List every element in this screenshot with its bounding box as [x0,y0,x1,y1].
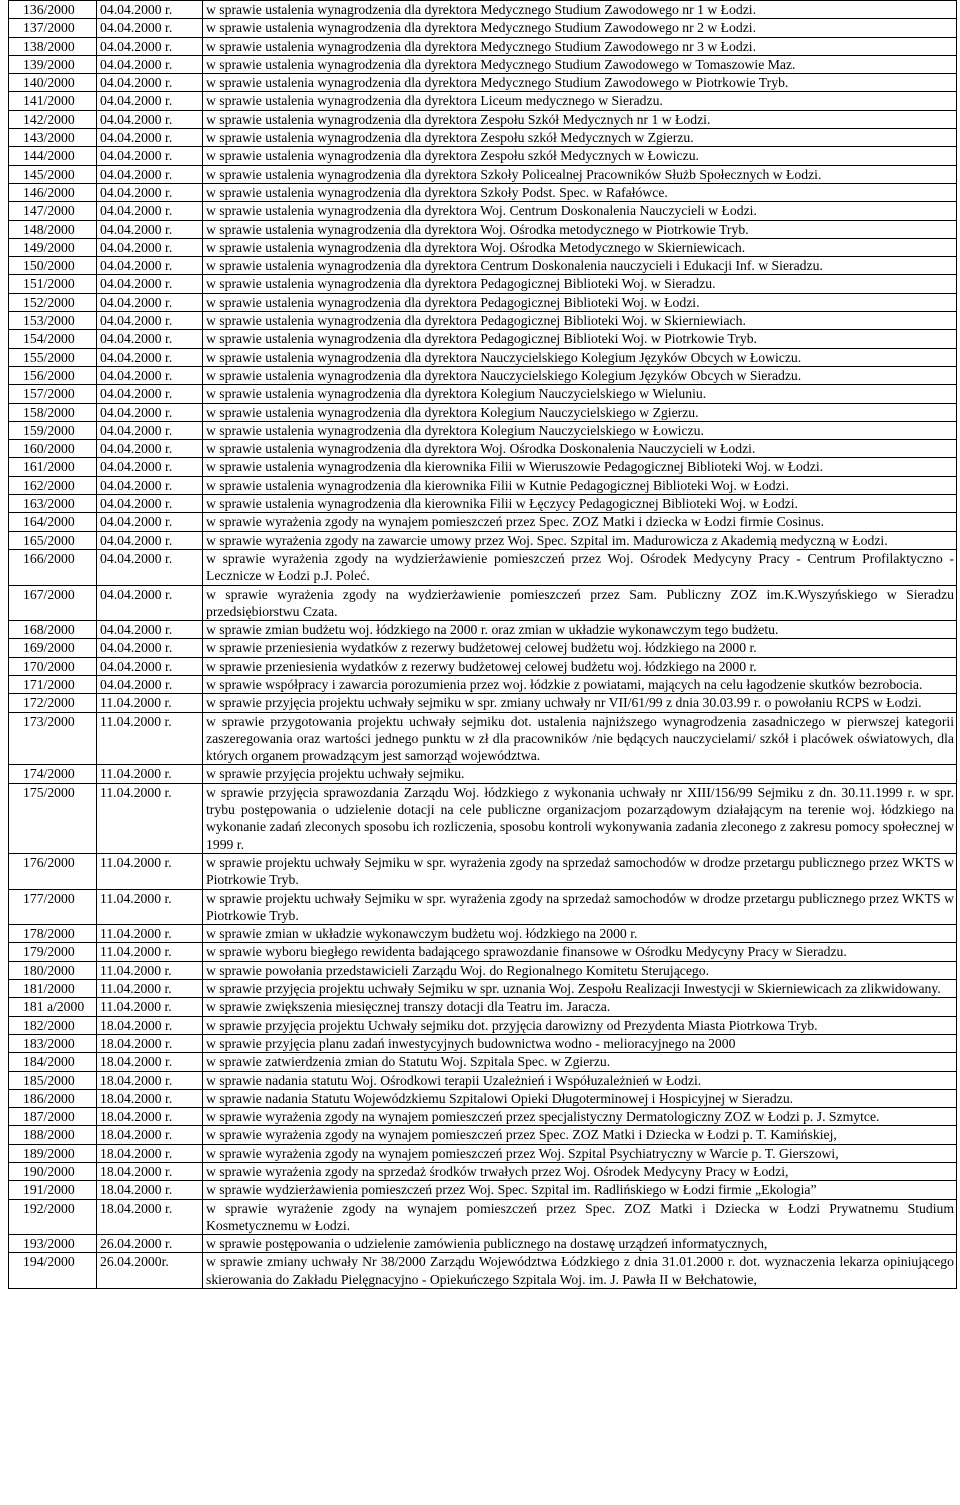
resolution-description: w sprawie ustalenia wynagrodzenia dla kierownika Filii w Kutnie Pedagogicznej Biblioteki Woj. w Łodzi. [203,476,957,494]
resolution-date: 04.04.2000 r. [97,531,203,549]
resolution-date: 04.04.2000 r. [97,275,203,293]
resolution-date: 04.04.2000 r. [97,495,203,513]
table-row [9,925,957,943]
resolution-description: w sprawie przeniesienia wydatków z rezerwy budżetowej celowej budżetu woj. łódzkiego na 2000 r. [203,639,957,657]
resolution-number: 182/2000 [9,1016,97,1034]
table-row [9,1053,957,1071]
table-row [9,549,957,585]
table-row [9,129,957,147]
resolution-description: w sprawie zmiany uchwały Nr 38/2000 Zarządu Województwa Łódzkiego z dnia 31.01.2000 r. dot. wyznaczenia lekarza opiniującego skierowania do Zakładu Pielęgnacyjno - Opiekuńczego Szpitala Woj. im. J. Pawła II w Bełchatowie, [203,1253,957,1289]
resolution-description: w sprawie ustalenia wynagrodzenia dla dyrektora Pedagogicznej Biblioteki Woj. w Łodzi. [203,293,957,311]
resolution-date: 18.04.2000 r. [97,1126,203,1144]
resolution-date: 11.04.2000 r. [97,765,203,783]
resolution-date: 18.04.2000 r. [97,1016,203,1034]
resolution-description: w sprawie ustalenia wynagrodzenia dla dyrektora Zespołu szkół Medycznych w Zgierzu. [203,129,957,147]
resolution-date: 11.04.2000 r. [97,943,203,961]
table-row [9,74,957,92]
resolution-description: w sprawie zmian budżetu woj. łódzkiego na 2000 r. oraz zmian w układzie wykonawczym tego budżetu. [203,621,957,639]
resolution-date: 04.04.2000 r. [97,403,203,421]
resolution-number: 170/2000 [9,657,97,675]
resolution-date: 04.04.2000 r. [97,585,203,621]
resolution-description: w sprawie wyrażenia zgody na wydzierżawienie pomieszczeń przez Sam. Publiczny ZOZ im.K.Wyszyńskiego w Sieradzu przedsiębiorstwu Czata. [203,585,957,621]
table-row [9,385,957,403]
table-row [9,366,957,384]
resolution-date: 04.04.2000 r. [97,165,203,183]
resolution-number: 176/2000 [9,853,97,889]
resolution-date: 04.04.2000 r. [97,183,203,201]
table-row [9,55,957,73]
resolution-description: w sprawie ustalenia wynagrodzenia dla dyrektora Centrum Doskonalenia nauczycieli i Edukacji Inf. w Sieradzu. [203,257,957,275]
table-row [9,694,957,712]
table-row [9,998,957,1016]
table-row [9,639,957,657]
resolution-number: 175/2000 [9,783,97,853]
table-row [9,202,957,220]
table-row [9,1034,957,1052]
resolution-number: 162/2000 [9,476,97,494]
table-row [9,348,957,366]
resolution-description: w sprawie ustalenia wynagrodzenia dla dyrektora Pedagogicznej Biblioteki Woj. w Sieradzu. [203,275,957,293]
table-row [9,765,957,783]
resolution-description: w sprawie wyboru biegłego rewidenta badającego sprawozdanie finansowe w Ośrodku Medycyny Pracy w Sieradzu. [203,943,957,961]
resolution-date: 11.04.2000 r. [97,712,203,765]
resolution-description: w sprawie ustalenia wynagrodzenia dla dyrektora Pedagogicznej Biblioteki Woj. w Skierniewiach. [203,312,957,330]
resolution-description: w sprawie zatwierdzenia zmian do Statutu Woj. Szpitala Spec. w Zgierzu. [203,1053,957,1071]
resolution-description: w sprawie ustalenia wynagrodzenia dla dyrektora Nauczycielskiego Kolegium Języków Obcych w Sieradzu. [203,366,957,384]
resolution-description: w sprawie ustalenia wynagrodzenia dla dyrektora Nauczycielskiego Kolegium Języków Obcych w Łowiczu. [203,348,957,366]
table-row [9,980,957,998]
resolution-number: 171/2000 [9,675,97,693]
resolution-date: 18.04.2000 r. [97,1034,203,1052]
resolution-number: 155/2000 [9,348,97,366]
table-row [9,330,957,348]
resolution-number: 139/2000 [9,55,97,73]
table-row [9,165,957,183]
resolution-description: w sprawie wyrażenia zgody na wydzierżawienie pomieszczeń przez Woj. Ośrodek Medycyny Pracy - Centrum Profilaktyczno - Lecznicze w Łodzi p.J. Poleć. [203,549,957,585]
resolution-number: 193/2000 [9,1235,97,1253]
resolution-number: 164/2000 [9,513,97,531]
table-row [9,1181,957,1199]
resolution-description: w sprawie ustalenia wynagrodzenia dla kierownika Filii w Łęczycy Pedagogicznej Biblioteki Woj. w Łodzi. [203,495,957,513]
resolution-number: 165/2000 [9,531,97,549]
resolution-description: w sprawie współpracy i zawarcia porozumienia przez woj. łódzkie z powiatami, mających na celu łagodzenie skutków bezrobocia. [203,675,957,693]
resolution-number: 168/2000 [9,621,97,639]
resolution-number: 148/2000 [9,220,97,238]
resolution-number: 137/2000 [9,19,97,37]
resolution-description: w sprawie wyrażenia zgody na sprzedaż środków trwałych przez Woj. Ośrodek Medycyny Pracy w Łodzi, [203,1163,957,1181]
resolution-number: 140/2000 [9,74,97,92]
resolution-description: w sprawie ustalenia wynagrodzenia dla dyrektora Szkoły Podst. Spec. w Rafałówce. [203,183,957,201]
resolution-number: 192/2000 [9,1199,97,1235]
table-row [9,657,957,675]
resolution-number: 153/2000 [9,312,97,330]
resolution-description: w sprawie postępowania o udzielenie zamówienia publicznego na dostawę urządzeń informatycznych, [203,1235,957,1253]
resolution-description: w sprawie ustalenia wynagrodzenia dla dyrektora Kolegium Nauczycielskiego w Wieluniu. [203,385,957,403]
table-row [9,1016,957,1034]
table-row [9,37,957,55]
resolution-description: w sprawie wyrażenia zgody na wynajem pomieszczeń przez Woj. Szpital Psychiatryczny w Warcie p. T. Gierszowi, [203,1144,957,1162]
resolution-description: w sprawie wyrażenia zgody na wynajem pomieszczeń przez specjalistyczny Dermatologiczny ZOZ w Łodzi p. J. Szmytce. [203,1108,957,1126]
resolution-description: w sprawie przyjęcia projektu uchwały sejmiku w spr. zmiany uchwały nr VII/61/99 z dnia 30.03.99 r. o powołaniu RCPS w Łodzi. [203,694,957,712]
resolution-date: 04.04.2000 r. [97,293,203,311]
table-row [9,943,957,961]
resolution-description: w sprawie wyrażenie zgody na wynajem pomieszczeń przez Spec. ZOZ Matki i Dziecka w Łodzi Prywatnemu Studium Kosmetycznemu w Łodzi. [203,1199,957,1235]
resolution-number: 136/2000 [9,1,97,19]
resolution-description: w sprawie przygotowania projektu uchwały sejmiku dot. ustalenia najniższego wynagrodzenia zasadniczego w pierwszej kategorii zaszeregowania oraz wartości jednego punktu w zł dla pracowników /nie będących nauczycielami/ szkół i placówek oświatowych, dla których organem prowadzącym jest samorząd województwa. [203,712,957,765]
resolution-number: 177/2000 [9,889,97,925]
resolution-date: 04.04.2000 r. [97,92,203,110]
resolution-date: 11.04.2000 r. [97,998,203,1016]
table-row [9,312,957,330]
resolution-description: w sprawie wyrażenia zgody na zawarcie umowy przez Woj. Spec. Szpital im. Madurowicza z Akademią medyczną w Łodzi. [203,531,957,549]
resolution-description: w sprawie ustalenia wynagrodzenia dla dyrektora Medycznego Studium Zawodowego nr 3 w Łodzi. [203,37,957,55]
resolution-date: 04.04.2000 r. [97,312,203,330]
resolution-description: w sprawie przyjęcia projektu Uchwały sejmiku dot. przyjęcia darowizny od Prezydenta Miasta Piotrkowa Tryb. [203,1016,957,1034]
table-row [9,675,957,693]
resolution-number: 151/2000 [9,275,97,293]
resolution-description: w sprawie ustalenia wynagrodzenia dla dyrektora Woj. Ośrodka Metodycznego w Skierniewicach. [203,238,957,256]
resolution-number: 167/2000 [9,585,97,621]
resolution-description: w sprawie ustalenia wynagrodzenia dla dyrektora Medycznego Studium Zawodowego nr 1 w Łodzi. [203,1,957,19]
resolution-description: w sprawie wyrażenia zgody na wynajem pomieszczeń przez Spec. ZOZ Matki i dziecka w Łodzi firmie Cosinus. [203,513,957,531]
resolution-number: 173/2000 [9,712,97,765]
resolution-number: 159/2000 [9,421,97,439]
resolution-number: 156/2000 [9,366,97,384]
resolution-number: 143/2000 [9,129,97,147]
resolution-number: 166/2000 [9,549,97,585]
resolution-date: 04.04.2000 r. [97,1,203,19]
resolution-number: 149/2000 [9,238,97,256]
table-row [9,19,957,37]
table-row [9,1,957,19]
resolution-description: w sprawie ustalenia wynagrodzenia dla dyrektora Woj. Ośrodka metodycznego w Piotrkowie Tryb. [203,220,957,238]
resolution-description: w sprawie nadania statutu Woj. Ośrodkowi terapii Uzależnień i Współuzależnień w Łodzi. [203,1071,957,1089]
table-row [9,889,957,925]
resolution-number: 138/2000 [9,37,97,55]
resolution-date: 04.04.2000 r. [97,257,203,275]
table-row [9,275,957,293]
resolution-description: w sprawie przyjęcia planu zadań inwestycyjnych budownictwa wodno - melioracyjnego na 2000 [203,1034,957,1052]
table-row [9,293,957,311]
table-row [9,1199,957,1235]
resolution-date: 04.04.2000 r. [97,513,203,531]
resolution-description: w sprawie ustalenia wynagrodzenia dla kierownika Filii w Wieruszowie Pedagogicznej Biblioteki Woj. w Łodzi. [203,458,957,476]
resolution-number: 150/2000 [9,257,97,275]
resolution-description: w sprawie wydzierżawienia pomieszczeń przez Woj. Spec. Szpital im. Radlińskiego w Łodzi firmie „Ekologia” [203,1181,957,1199]
resolution-number: 161/2000 [9,458,97,476]
resolution-date: 26.04.2000r. [97,1253,203,1289]
resolution-number: 187/2000 [9,1108,97,1126]
table-row [9,421,957,439]
resolution-description: w sprawie ustalenia wynagrodzenia dla dyrektora Zespołu Szkół Medycznych nr 1 w Łodzi. [203,110,957,128]
resolution-date: 11.04.2000 r. [97,980,203,998]
resolution-description: w sprawie projektu uchwały Sejmiku w spr. wyrażenia zgody na sprzedaż samochodów w drodze przetargu publicznego przez WKTS w Piotrkowie Tryb. [203,889,957,925]
resolution-description: w sprawie ustalenia wynagrodzenia dla dyrektora Liceum medycznego w Sieradzu. [203,92,957,110]
resolution-date: 04.04.2000 r. [97,147,203,165]
resolution-date: 11.04.2000 r. [97,961,203,979]
resolution-number: 144/2000 [9,147,97,165]
table-row [9,495,957,513]
table-row [9,712,957,765]
table-row [9,531,957,549]
resolution-date: 04.04.2000 r. [97,74,203,92]
resolution-date: 18.04.2000 r. [97,1089,203,1107]
table-row [9,220,957,238]
resolution-number: 189/2000 [9,1144,97,1162]
resolution-number: 181 a/2000 [9,998,97,1016]
resolution-date: 04.04.2000 r. [97,621,203,639]
resolution-description: w sprawie ustalenia wynagrodzenia dla dyrektora Kolegium Nauczycielskiego w Łowiczu. [203,421,957,439]
resolution-number: 172/2000 [9,694,97,712]
resolution-description: w sprawie przeniesienia wydatków z rezerwy budżetowej celowej budżetu woj. łódzkiego na 2000 r. [203,657,957,675]
resolution-date: 04.04.2000 r. [97,440,203,458]
resolutions-table-body [9,1,957,1289]
resolution-date: 04.04.2000 r. [97,657,203,675]
resolution-date: 04.04.2000 r. [97,549,203,585]
resolution-description: w sprawie nadania Statutu Wojewódzkiemu Szpitalowi Opieki Długoterminowej i Hospicyjnej w Sieradzu. [203,1089,957,1107]
resolution-date: 11.04.2000 r. [97,889,203,925]
resolution-number: 163/2000 [9,495,97,513]
table-row [9,783,957,853]
resolution-description: w sprawie ustalenia wynagrodzenia dla dyrektora Woj. Ośrodka Doskonalenia Nauczycieli w Łodzi. [203,440,957,458]
resolution-date: 04.04.2000 r. [97,458,203,476]
resolution-description: w sprawie ustalenia wynagrodzenia dla dyrektora Kolegium Nauczycielskiego w Zgierzu. [203,403,957,421]
resolution-description: w sprawie ustalenia wynagrodzenia dla dyrektora Medycznego Studium Zawodowego w Piotrkowie Tryb. [203,74,957,92]
resolution-date: 04.04.2000 r. [97,37,203,55]
resolution-description: w sprawie ustalenia wynagrodzenia dla dyrektora Medycznego Studium Zawodowego w Tomaszowie Maz. [203,55,957,73]
table-row [9,1108,957,1126]
resolution-date: 04.04.2000 r. [97,476,203,494]
resolution-date: 26.04.2000 r. [97,1235,203,1253]
resolution-date: 18.04.2000 r. [97,1163,203,1181]
resolution-number: 154/2000 [9,330,97,348]
resolution-number: 160/2000 [9,440,97,458]
table-row [9,238,957,256]
table-row [9,961,957,979]
resolution-date: 04.04.2000 r. [97,129,203,147]
resolution-date: 11.04.2000 r. [97,925,203,943]
resolution-date: 18.04.2000 r. [97,1071,203,1089]
resolution-date: 04.04.2000 r. [97,675,203,693]
table-row [9,621,957,639]
resolution-date: 11.04.2000 r. [97,783,203,853]
table-row [9,147,957,165]
table-row [9,257,957,275]
resolution-description: w sprawie powołania przedstawicieli Zarządu Woj. do Regionalnego Komitetu Sterującego. [203,961,957,979]
resolution-date: 18.04.2000 r. [97,1181,203,1199]
resolution-description: w sprawie ustalenia wynagrodzenia dla dyrektora Woj. Centrum Doskonalenia Nauczycieli w Łodzi. [203,202,957,220]
resolution-number: 184/2000 [9,1053,97,1071]
resolution-number: 146/2000 [9,183,97,201]
resolution-number: 152/2000 [9,293,97,311]
resolution-description: w sprawie zwiększenia miesięcznej transzy dotacji dla Teatru im. Jaracza. [203,998,957,1016]
resolution-date: 04.04.2000 r. [97,330,203,348]
resolution-number: 185/2000 [9,1071,97,1089]
resolution-date: 18.04.2000 r. [97,1144,203,1162]
resolution-date: 04.04.2000 r. [97,639,203,657]
table-row [9,92,957,110]
table-row [9,110,957,128]
resolution-number: 181/2000 [9,980,97,998]
resolution-date: 04.04.2000 r. [97,19,203,37]
table-row [9,183,957,201]
resolution-description: w sprawie przyjęcia projektu uchwały Sejmiku w spr. uznania Woj. Zespołu Realizacji Inwestycji w Skierniewicach za zlikwidowany. [203,980,957,998]
table-row [9,1235,957,1253]
table-row [9,853,957,889]
resolution-number: 147/2000 [9,202,97,220]
resolution-number: 190/2000 [9,1163,97,1181]
resolutions-table [8,0,957,1289]
table-row [9,1163,957,1181]
resolution-number: 174/2000 [9,765,97,783]
resolution-date: 04.04.2000 r. [97,202,203,220]
table-row [9,1071,957,1089]
resolution-description: w sprawie ustalenia wynagrodzenia dla dyrektora Pedagogicznej Biblioteki Woj. w Piotrkowie Tryb. [203,330,957,348]
resolution-date: 04.04.2000 r. [97,385,203,403]
resolution-number: 158/2000 [9,403,97,421]
resolution-date: 04.04.2000 r. [97,366,203,384]
table-row [9,513,957,531]
resolution-description: w sprawie przyjęcia sprawozdania Zarządu Woj. łódzkiego z wykonania uchwały nr XIII/156/99 Sejmiku z dn. 30.11.1999 r. w spr. trybu postępowania o udzielenie dotacji na cele publiczne organizacjom pozarządowym działającym na terenie woj. łódzkiego na wykonanie zadań zleconych sposobu ich rozliczenia, sposobu kontroli wykonywania zadania zleconego z zakresu pomocy społecznej w 1999 r. [203,783,957,853]
resolution-date: 04.04.2000 r. [97,220,203,238]
resolution-description: w sprawie ustalenia wynagrodzenia dla dyrektora Zespołu szkół Medycznych w Łowiczu. [203,147,957,165]
resolution-number: 183/2000 [9,1034,97,1052]
resolution-date: 04.04.2000 r. [97,348,203,366]
resolution-number: 142/2000 [9,110,97,128]
resolution-number: 178/2000 [9,925,97,943]
resolution-description: w sprawie projektu uchwały Sejmiku w spr. wyrażenia zgody na sprzedaż samochodów w drodze przetargu publicznego przez WKTS w Piotrkowie Tryb. [203,853,957,889]
table-row [9,440,957,458]
table-row [9,1253,957,1289]
resolution-date: 18.04.2000 r. [97,1108,203,1126]
resolution-date: 11.04.2000 r. [97,853,203,889]
resolution-number: 180/2000 [9,961,97,979]
resolution-date: 04.04.2000 r. [97,421,203,439]
table-row [9,458,957,476]
resolution-date: 04.04.2000 r. [97,55,203,73]
resolution-date: 11.04.2000 r. [97,694,203,712]
resolution-number: 179/2000 [9,943,97,961]
resolution-number: 141/2000 [9,92,97,110]
resolution-date: 18.04.2000 r. [97,1053,203,1071]
resolution-description: w sprawie ustalenia wynagrodzenia dla dyrektora Szkoły Policealnej Pracowników Służb Społecznych w Łodzi. [203,165,957,183]
resolution-number: 188/2000 [9,1126,97,1144]
table-row [9,403,957,421]
resolution-description: w sprawie ustalenia wynagrodzenia dla dyrektora Medycznego Studium Zawodowego nr 2 w Łodzi. [203,19,957,37]
resolution-description: w sprawie zmian w układzie wykonawczym budżetu woj. łódzkiego na 2000 r. [203,925,957,943]
resolution-description: w sprawie wyrażenia zgody na wynajem pomieszczeń przez Spec. ZOZ Matki i Dziecka w Łodzi p. T. Kamińskiej, [203,1126,957,1144]
table-row [9,476,957,494]
resolution-number: 186/2000 [9,1089,97,1107]
resolution-number: 145/2000 [9,165,97,183]
resolution-number: 169/2000 [9,639,97,657]
table-row [9,585,957,621]
resolution-date: 18.04.2000 r. [97,1199,203,1235]
resolution-description: w sprawie przyjęcia projektu uchwały sejmiku. [203,765,957,783]
table-row [9,1089,957,1107]
resolution-date: 04.04.2000 r. [97,238,203,256]
resolution-number: 191/2000 [9,1181,97,1199]
table-row [9,1126,957,1144]
table-row [9,1144,957,1162]
resolution-number: 157/2000 [9,385,97,403]
resolution-number: 194/2000 [9,1253,97,1289]
resolution-date: 04.04.2000 r. [97,110,203,128]
